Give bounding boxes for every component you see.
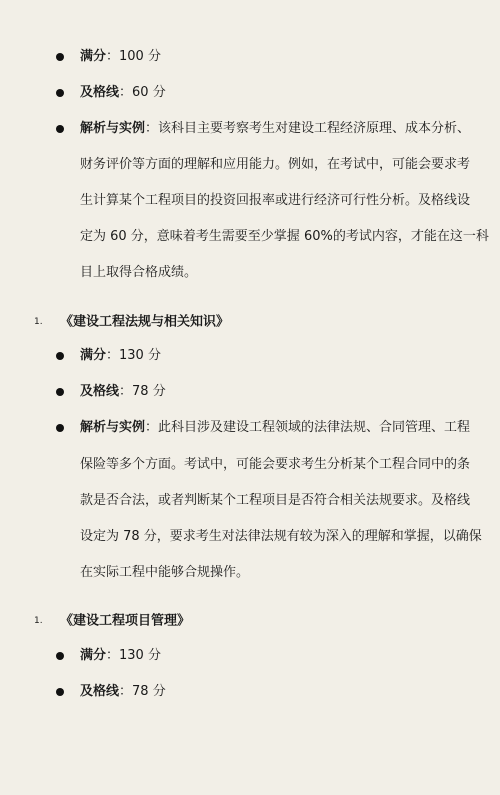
analysis-label: 解析与实例 [80,121,146,136]
section-heading [34,611,190,632]
full-score-label: 满分 [80,49,107,64]
bullet-dot-icon [56,352,64,360]
section-heading [34,312,229,333]
full-score-value: ：100 分 [106,49,161,64]
analysis-line: 生计算某个工程项目的投资回报率或进行经济可行性分析。及格线设 [80,193,471,208]
analysis-line: 目上取得合格成绩。 [80,265,198,280]
pass-line-label: 及格线 [80,85,120,100]
analysis-line: 财务评价等方面的理解和应用能力。例如，在考试中，可能会要求考 [80,157,471,172]
analysis-label: 解析与实例 [80,420,146,435]
analysis-line: 定为 60 分，意味着考生需要至少掌握 60%的考试内容，才能在这一科 [80,229,489,244]
bullet-dot-icon [56,388,64,396]
section-title: 《建设工程法规与相关知识》 [60,314,230,330]
bullet-dot-icon [56,53,64,61]
section-title: 《建设工程项目管理》 [60,613,191,629]
analysis-line: 设定为 78 分，要求考生对法律法规有较为深入的理解和掌握，以确保 [80,529,482,544]
analysis-paragraph [80,447,482,591]
analysis-line: ：此科目涉及建设工程领域的法律法规、合同管理、工程 [145,420,471,435]
analysis-line: ：该科目主要考察考生对建设工程经济原理、成本分析、 [145,121,471,136]
pass-line-label: 及格线 [80,384,120,399]
full-score-value: ：130 分 [106,348,161,363]
analysis-line: 款是否合法，或者判断某个工程项目是否符合相关法规要求。及格线 [80,493,471,508]
pass-line-value: ：78 分 [119,384,166,399]
section-number: 1. [34,317,43,327]
full-score-value: ：130 分 [106,648,161,663]
analysis-line: 在实际工程中能够合规操作。 [80,565,250,580]
bullet-dot-icon [56,125,64,133]
section-number: 1. [34,616,43,626]
pass-line-label: 及格线 [80,684,120,699]
analysis-paragraph [80,147,489,291]
pass-line-value: ：60 分 [119,85,166,100]
bullet-dot-icon [56,89,64,97]
pass-line-value: ：78 分 [119,684,166,699]
bullet-dot-icon [56,688,64,696]
bullet-dot-icon [56,652,64,660]
full-score-label: 满分 [80,348,107,363]
full-score-label: 满分 [80,648,107,663]
bullet-dot-icon [56,424,64,432]
analysis-line: 保险等多个方面。考试中，可能会要求考生分析某个工程合同中的条 [80,457,471,472]
